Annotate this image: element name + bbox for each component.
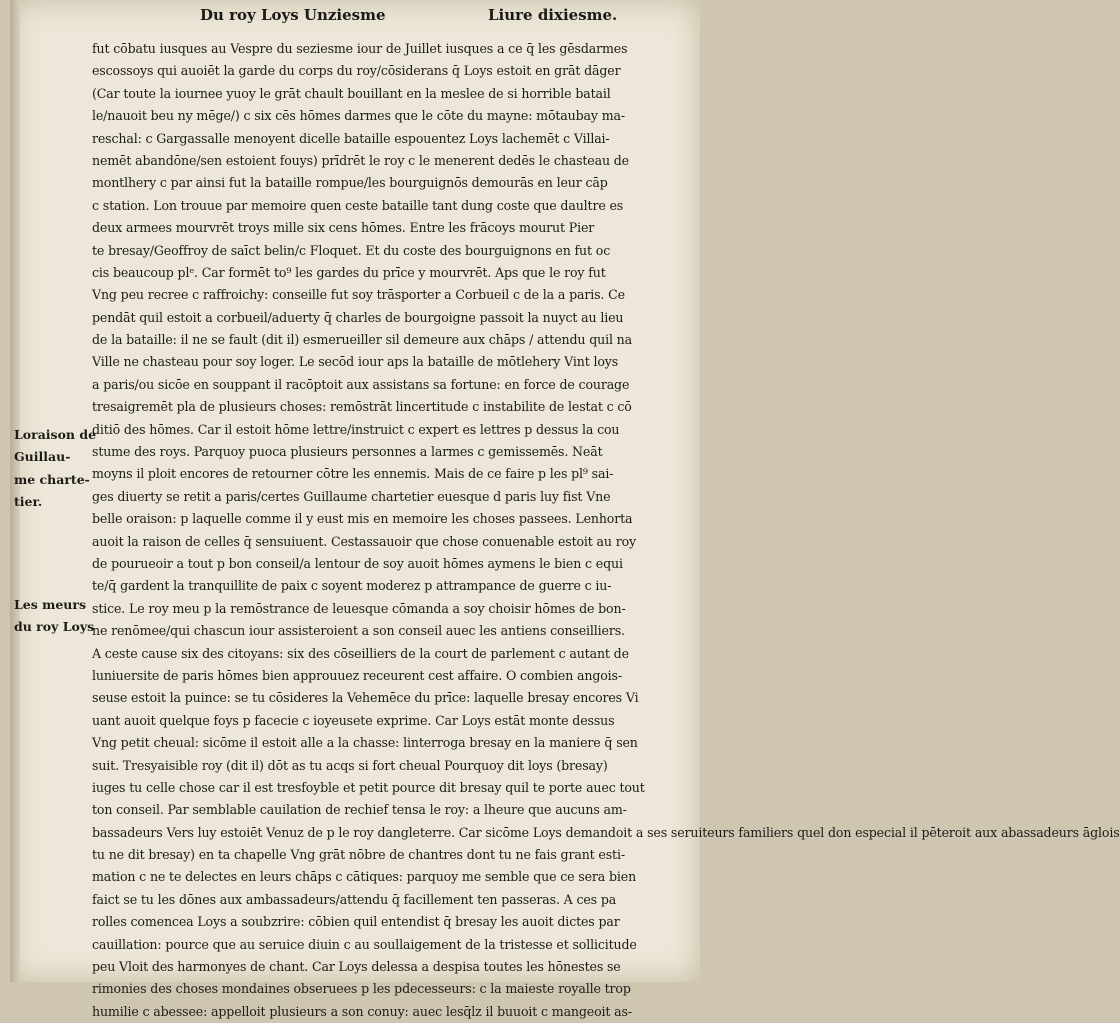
text-line: faict se tu les dōnes aux ambassadeurs/attendu q̄ facillement ten passeras. A ces pa [92, 891, 617, 907]
text-line: auoit la raison de celles q̄ sensuiuent. Cestassauoir que chose conuenable estoit au roy [92, 533, 636, 549]
text-line: belle oraison: p laquelle comme il y eust mis en memoire les choses passees. Lenhorta [92, 511, 633, 527]
text-line: de pourueoir a tout p bon conseil/a lentour de soy auoit hōmes aymens le bien c equi [92, 555, 623, 571]
margin-note-line: Guillau- [14, 449, 71, 465]
margin-note-line: Loraison de [14, 427, 97, 442]
text-line: suit. Tresyaisible roy (dit il) dōt as tu acqs si fort cheual Pourquoy dit loys (bresay) [92, 757, 608, 773]
text-line: bassadeurs Vers luy estoiēt Venuz de p le roy dangleterre. Car sicōme Loys demandoit a ses seruiteurs familiers quel don especial il pēteroit aux abassadeurs āglois [92, 824, 1120, 840]
body-text-column [92, 38, 1120, 1023]
book-page [10, 0, 1120, 1019]
text-line: cis beaucoup plᵉ. Car formēt to⁹ les gardes du prīce y mourvrēt. Aps que le roy fut [92, 264, 606, 280]
text-line: reschal: c Gargassalle menoyent dicelle bataille espouentez Loys lachemēt c Villai- [92, 130, 610, 146]
text-line: cauillation: pource que au seruice diuin c au soullaigement de la tristesse et sollicitude [92, 936, 637, 952]
running-head-left: Du roy Loys Unziesme [200, 6, 386, 24]
text-line: iuges tu celle chose car il est tresfoyble et petit pource dit bresay quil te porte auec tout [92, 779, 645, 795]
text-line: ne renōmee/qui chascun iour assisteroient a son conseil auec les antiens conseilliers. [92, 623, 625, 639]
text-line: nemēt abandōne/sen estoient fouys) prīdrēt le roy c le menerent dedēs le chasteau de [92, 152, 629, 168]
text-line: te bresay/Geoffroy de saīct belin/c Floquet. Et du coste des bourguignons en fut oc [92, 242, 611, 258]
text-line: de la bataille: il ne se fault (dit il) esmerueiller sil demeure aux chāps / attendu quil na [92, 332, 632, 348]
running-head-right: Liure dixiesme. [488, 6, 618, 24]
text-line: fut cōbatu iusques au Vespre du seziesme iour de Juillet iusques a ce q̄ les gēsdarmes [92, 41, 628, 56]
text-line: escossoys qui auoiēt la garde du corps du roy/cōsiderans q̄ Loys estoit en grāt dāger [92, 63, 621, 79]
text-line: ges diuerty se retit a paris/certes Guillaume chartetier euesque d paris luy fist Vne [92, 488, 611, 504]
text-line: ditiō des hōmes. Car il estoit hōme lettre/instruict c expert es lettres p dessus la cou [92, 421, 620, 437]
text-line: (Car toute la iournee yuoy le grāt chault bouillant en la meslee de si horrible batail [92, 85, 611, 101]
text-line: mation c ne te delectes en leurs chāps c cātiques: parquoy me semble que ce sera bien [92, 869, 637, 885]
text-line: uant auoit quelque foys p facecie c ioyeusete exprime. Car Loys estāt monte dessus [92, 712, 615, 728]
text-line: moyns il ploit encores de retourner cōtre les ennemis. Mais de ce faire p les pl⁹ sai- [92, 466, 614, 482]
margin-note-line: tier. [14, 494, 43, 510]
text-line: stice. Le roy meu p la remōstrance de leuesque cōmanda a soy choisir hōmes de bon- [92, 600, 626, 616]
text-line: seuse estoit la puince: se tu cōsideres la Vehemēce du prīce: laquelle bresay encores Vi [92, 690, 639, 706]
margin-note-oraison [14, 424, 97, 514]
margin-note-line: du roy Loys [14, 619, 95, 635]
text-line: Vng petit cheual: sicōme il estoit alle a la chasse: linterroga bresay en la maniere q̄ sen [92, 735, 638, 751]
text-line: peu Vloit des harmonyes de chant. Car Loys delessa a despisa toutes les hōnestes se [92, 959, 621, 975]
text-line: tu ne dit bresay) en ta chapelle Vng grāt nōbre de chantres dont tu ne fais grant esti- [92, 847, 625, 863]
text-line: A ceste cause six des citoyans: six des cōseilliers de la court de parlement c autant de [92, 645, 629, 661]
text-line: rolles comencea Loys a soubzrire: cōbien quil entendist q̄ bresay les auoit dictes par [92, 914, 620, 930]
text-line: c station. Lon trouue par memoire quen ceste bataille tant dung coste que daultre es [92, 197, 624, 213]
text-line: stume des roys. Parquoy puoca plusieurs personnes a larmes c gemissemēs. Neāt [92, 444, 603, 460]
text-line: ton conseil. Par semblable cauilation de rechief tensa le roy: a lheure que aucuns am- [92, 802, 627, 818]
margin-note-meurs [14, 594, 94, 639]
text-line: humilie c abessee: appelloit plusieurs a son conuy: auec lesq̄lz il buuoit c mangeoit as- [92, 1003, 632, 1019]
margin-note-line: me charte- [14, 471, 90, 487]
text-line: le/nauoit beu ny mēge/) c six cēs hōmes darmes que le cōte du mayne: mōtaubay ma- [92, 108, 625, 124]
margin-note-line: Les meurs [14, 597, 87, 612]
text-line: Ville ne chasteau pour soy loger. Le secōd iour aps la bataille de mōtlehery Vint loys [92, 354, 619, 370]
text-line: rimonies des choses mondaines obseruees p les pdecesseurs: c la maieste royalle trop [92, 981, 631, 997]
text-line: montlhery c par ainsi fut la bataille rompue/les bourguignōs demourās en leur cāp [92, 175, 608, 191]
text-line: luniuersite de paris hōmes bien approuuez receurent cest affaire. O combien angois- [92, 667, 622, 683]
text-line: a paris/ou sicōe en souppant il racōptoit aux assistans sa fortune: en force de courage [92, 376, 630, 392]
text-line: te/q̄ gardent la tranquillite de paix c soyent moderez p attrampance de guerre c iu- [92, 578, 612, 594]
text-line: tresaigremēt pla de plusieurs choses: remōstrāt lincertitude c instabilite de lestat c cō [92, 399, 632, 415]
text-line: deux armees mourvrēt troys mille six cens hōmes. Entre les frācoys mourut Pier [92, 220, 595, 236]
text-line: Vng peu recree c raffroichy: conseille fut soy trāsporter a Corbueil c de la a paris. Ce [92, 287, 625, 303]
text-line: pendāt quil estoit a corbueil/aduerty q̄ charles de bourgoigne passoit la nuyct au lieu [92, 309, 624, 325]
